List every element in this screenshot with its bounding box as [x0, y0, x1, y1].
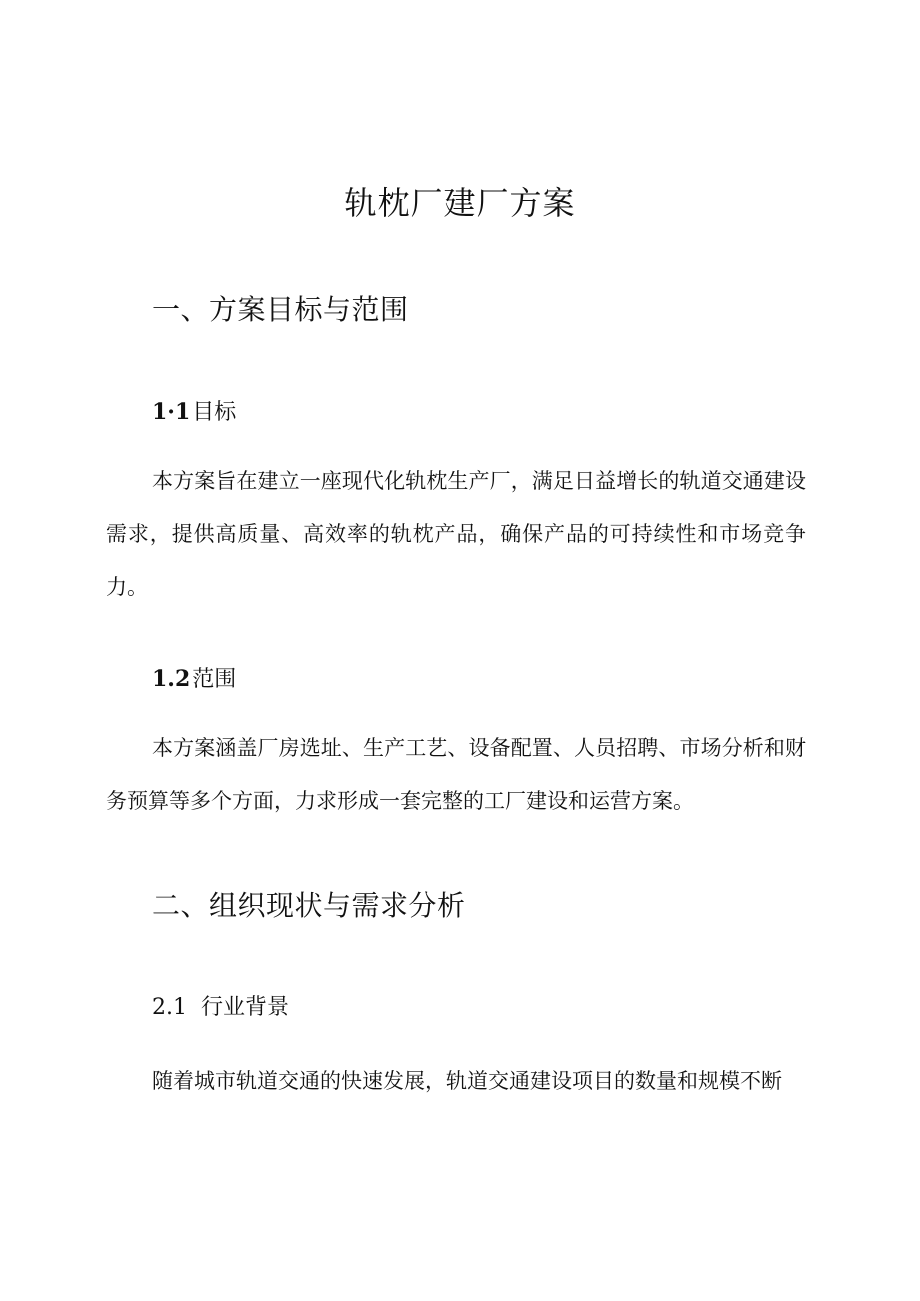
subsection-heading-1-1 [152, 394, 236, 431]
subsection-label: 范围 [192, 667, 237, 692]
subsection-label: 行业背景 [201, 995, 290, 1020]
section-heading-2: 二、组织现状与需求分析 [152, 889, 466, 922]
paragraph-industry-background: 随着城市轨道交通的快速发展，轨道交通建设项目的数量和规模不断 [152, 1069, 782, 1093]
paragraph-scope: 本方案涵盖厂房选址、生产工艺、设备配置、人员招聘、市场分析和财务预算等多个方面，力求形成一套完整的工厂建设和运营方案。 [106, 736, 806, 813]
subsection-heading-2-1 [152, 990, 289, 1026]
paragraph-goal: 本方案旨在建立一座现代化轨枕生产厂，满足日益增长的轨道交通建设需求，提供高质量、高效率的轨枕产品，确保产品的可持续性和市场竞争力。 [106, 469, 806, 599]
document-title: 轨枕厂建厂方案 [344, 184, 576, 222]
subsection-heading-1-2 [152, 661, 236, 698]
subsection-number: 1·1 [152, 399, 191, 425]
subsection-number: 2.1 [152, 995, 187, 1020]
subsection-number: 1.2 [152, 666, 191, 692]
section-heading-1: 一、方案目标与范围 [152, 293, 409, 326]
subsection-label: 目标 [192, 400, 237, 425]
